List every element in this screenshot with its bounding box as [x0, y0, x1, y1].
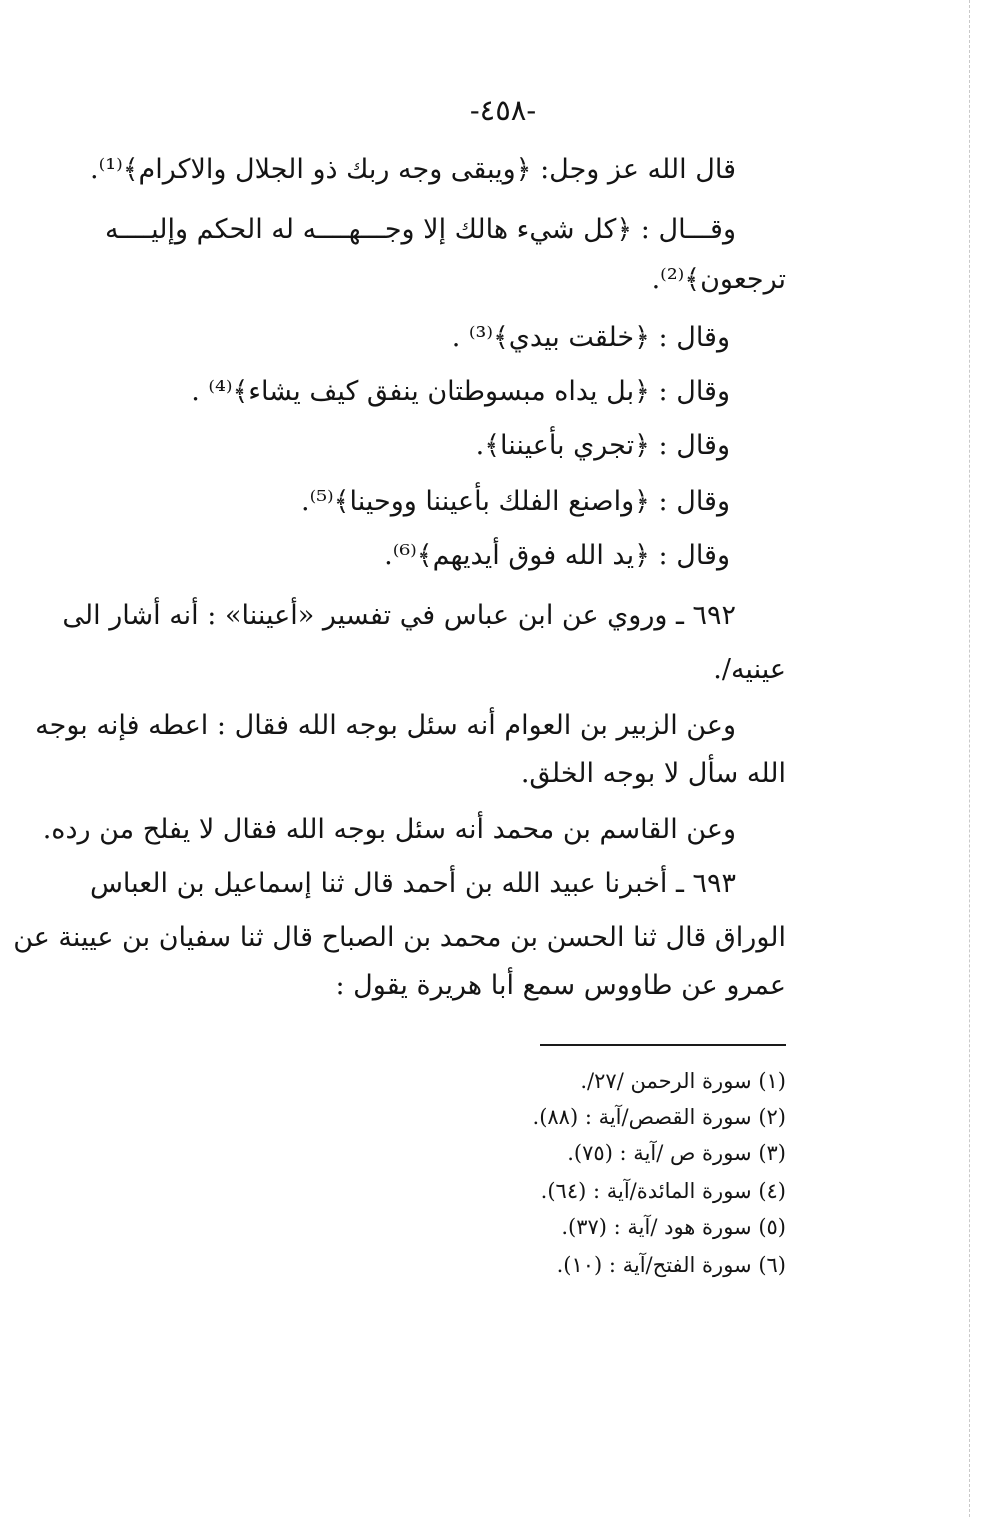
verse-line-7: وقال : ﴿واصنع الفلك بأعيننا ووحينا﴾⁽⁵⁾.	[301, 486, 730, 517]
hadith-693-line-2: الوراق قال ثنا الحسن بن محمد بن الصباح قال ثنا سفيان بن عيينة عن	[13, 922, 786, 953]
footnote-6: (٦) سورة الفتح/آية : (١٠).	[556, 1253, 786, 1277]
hadith-693-line-1: ٦٩٣ ـ أخبرنا عبيد الله بن أحمد قال ثنا إسماعيل بن العباس	[89, 868, 736, 899]
footnote-5: (٥) سورة هود /آية : (٣٧).	[561, 1215, 786, 1239]
hadith-693-line-3: عمرو عن طاووس سمع أبا هريرة يقول :	[335, 970, 786, 1001]
verse-line-1: قال الله عز وجل: ﴿ويبقى وجه ربك ذو الجلال والاكرام﴾⁽¹⁾.	[90, 154, 736, 185]
zubair-line-2: الله سأل لا بوجه الخلق.	[520, 758, 786, 789]
zubair-line-1: وعن الزبير بن العوام أنه سئل بوجه الله فقال : اعطه فإنه بوجه	[35, 710, 736, 741]
verse-line-3: ترجعون﴾⁽²⁾.	[651, 264, 786, 295]
page-edge-line	[969, 0, 970, 1517]
verse-line-5: وقال : ﴿بل يداه مبسوطتان ينفق كيف يشاء﴾⁽⁴⁾ .	[191, 376, 730, 407]
footnote-separator	[540, 1044, 786, 1046]
footnote-2: (٢) سورة القصص/آية : (٨٨).	[532, 1105, 786, 1129]
verse-line-4: وقال : ﴿خلقت بيدي﴾⁽³⁾ .	[451, 322, 730, 353]
verse-line-8: وقال : ﴿يد الله فوق أيديهم﴾⁽⁶⁾.	[384, 540, 730, 571]
verse-line-2: وقـــال : ﴿كل شيء هالك إلا وجـــهــــه له الحكم وإليــــه	[105, 214, 736, 245]
footnote-3: (٣) سورة ص /آية : (٧٥).	[567, 1141, 786, 1165]
footnote-1: (١) سورة الرحمن /٢٧/.	[580, 1069, 786, 1093]
hadith-692-line-1: ٦٩٢ ـ وروي عن ابن عباس في تفسير «أعيننا» : أنه أشار الى	[62, 600, 736, 631]
page-number: -٤٥٨-	[469, 93, 537, 127]
hadith-692-line-2: عينيه/.	[713, 654, 786, 685]
footnote-4: (٤) سورة المائدة/آية : (٦٤).	[540, 1179, 786, 1203]
verse-line-6: وقال : ﴿تجري بأعيننا﴾.	[475, 430, 730, 461]
qasim-line: وعن القاسم بن محمد أنه سئل بوجه الله فقال لا يفلح من رده.	[42, 814, 736, 845]
